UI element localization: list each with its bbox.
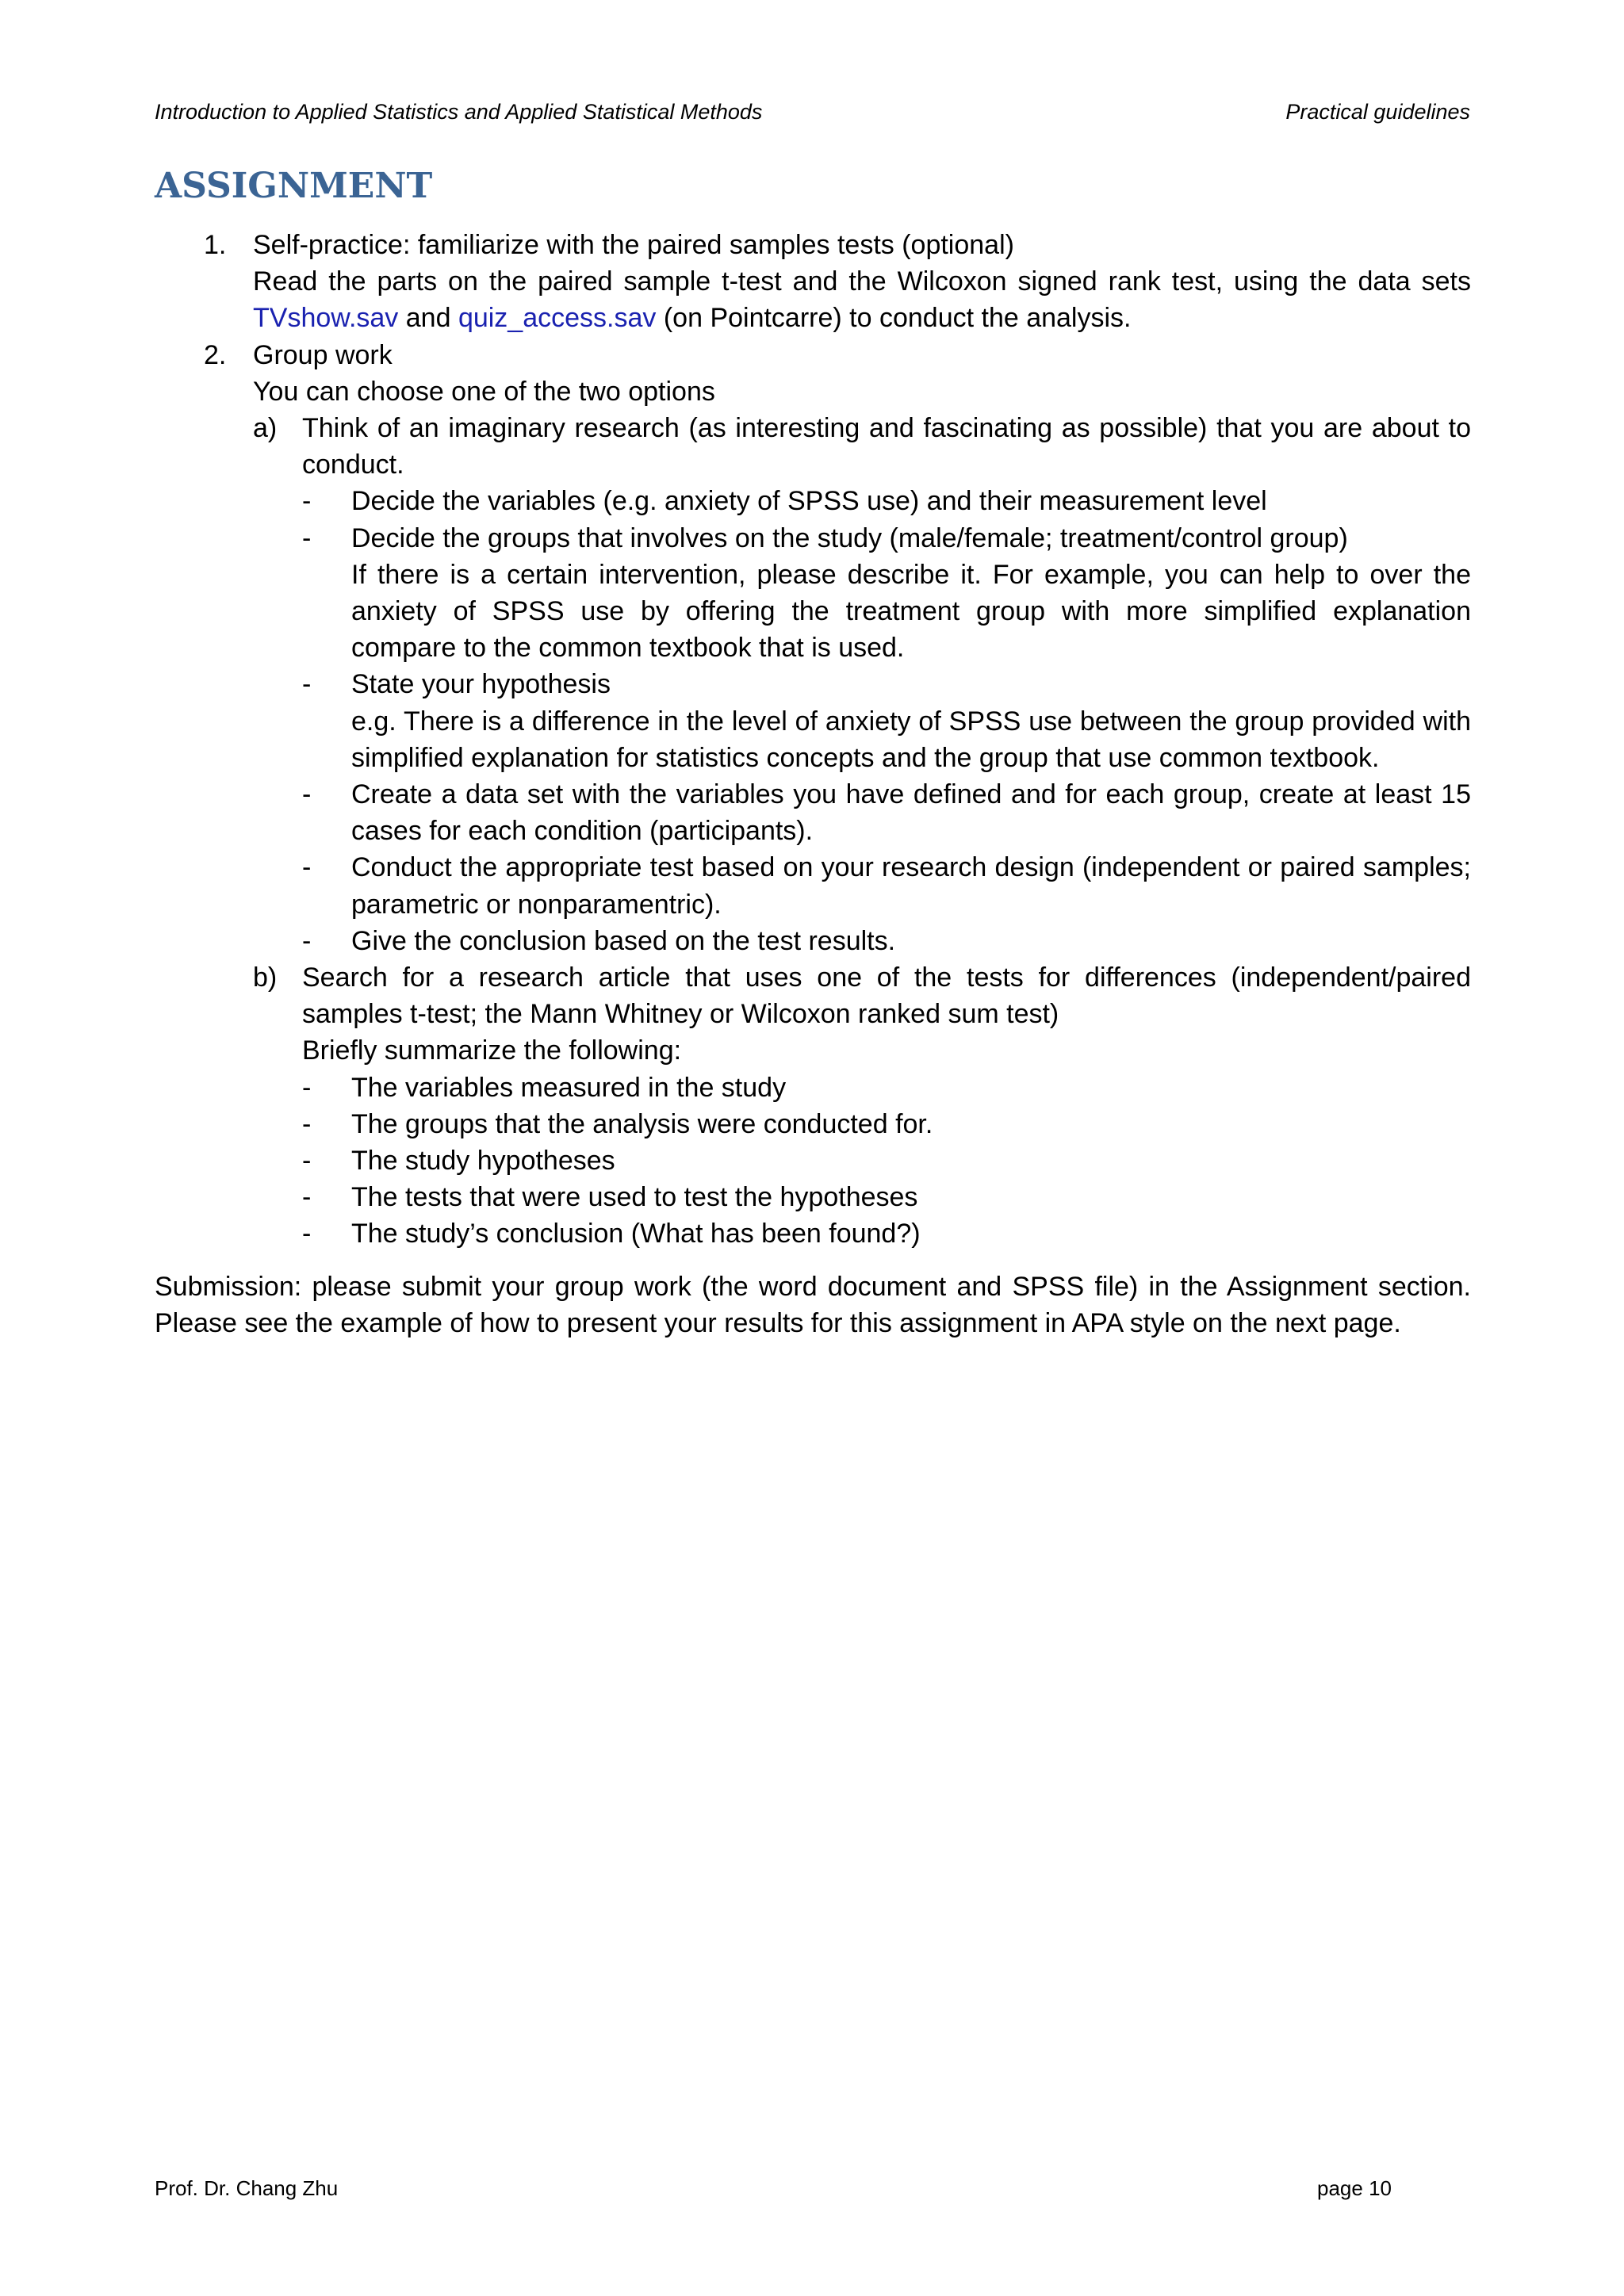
bullet-text: Decide the variables (e.g. anxiety of SPSS use) and their measurement level [351,486,1267,517]
bullet-dash: - [302,486,312,517]
list-number: 2. [204,339,227,370]
bullet-dash: - [302,925,312,956]
option-a-bullet [155,483,1471,519]
footer-page-number: page 10 [1317,2176,1392,2200]
list-item-text: Group work [253,339,393,370]
list-number: 1. [204,230,227,260]
bullet-dash: - [302,669,312,700]
bullet-dash: - [302,1182,312,1213]
item1-desc-and: and [398,303,458,334]
bullet-text: Give the conclusion based on the test results. [351,925,896,956]
item2-subtext: You can choose one of the two options [253,376,715,407]
option-a [155,410,1471,483]
option-b-bullet [155,1070,1471,1106]
list-item-1 [155,227,1471,263]
option-b-bullet [155,1179,1471,1215]
bullet-dash: - [302,779,312,810]
bullet-text: Decide the groups that involves on the study (male/female; treatment/control group) [351,522,1348,553]
option-b-subtext: Briefly summarize the following: [302,1035,682,1066]
option-a-bullet [155,666,1471,702]
bullet-dash: - [302,852,312,883]
bullet-text: State your hypothesis [351,669,611,700]
bullet-dash: - [302,1072,312,1103]
bullet-text: The groups that the analysis were conducted for. [351,1108,933,1139]
item1-description [155,263,1471,336]
bullet-text: The tests that were used to test the hypotheses [351,1182,918,1213]
tvshow-file-link[interactable]: TVshow.sav [253,303,399,334]
bullet-text: The study’s conclusion (What has been found?) [351,1219,921,1249]
option-letter: b) [253,962,278,993]
option-a-text: Think of an imaginary research (as interesting and fascinating as possible) that you are about to conduct. [302,413,1471,480]
option-a-bullet [155,776,1471,849]
running-header-title: Introduction to Applied Statistics and Applied Statistical Methods [155,100,763,124]
bullet-dash: - [302,1108,312,1139]
assignment-content [155,227,1471,1368]
option-b [155,959,1471,1032]
bullet-text: The study hypotheses [351,1146,615,1177]
list-item-text: Self-practice: familiarize with the paired samples tests (optional) [253,230,1014,260]
option-b-bullet [155,1106,1471,1142]
option-b-text: Search for a research article that uses one of the tests for differences (independent/paired samples t-test; the Mann Whitney or Wilcoxon ranked sum test) [302,962,1471,1030]
bullet-detail: If there is a certain intervention, please describe it. For example, you can help to over the anxiety of SPSS use by offering the treatment group with more simplified explanation compare to the common textbook that is used. [351,559,1471,664]
bullet-dash: - [302,1146,312,1177]
submission-paragraph: Submission: please submit your group work (the word document and SPSS file) in the Assignment section. Please see the example of how to present your results for this assignment in APA style on the next page. [155,1271,1471,1338]
list-item-2 [155,337,1471,373]
option-a-bullet [155,923,1471,959]
bullet-text: The variables measured in the study [351,1072,787,1103]
option-b-bullet [155,1215,1471,1252]
bullet-dash: - [302,1219,312,1249]
bullet-detail: e.g. There is a difference in the level of anxiety of SPSS use between the group provided with simplified explanation for statistics concepts and the group that use common textbook. [351,706,1471,773]
quiz-access-file-link[interactable]: quiz_access.sav [458,303,657,334]
footer-author: Prof. Dr. Chang Zhu [155,2176,339,2200]
item1-desc-after: (on Pointcarre) to conduct the analysis. [656,303,1132,334]
item1-desc-before: Read the parts on the paired sample t-test and the Wilcoxon signed rank test, using the data sets [253,266,1471,297]
running-header-section: Practical guidelines [1285,100,1470,124]
bullet-dash: - [302,522,312,553]
option-letter: a) [253,413,278,444]
page-title: ASSIGNMENT [155,166,433,206]
option-a-bullet [155,520,1471,557]
bullet-text: Conduct the appropriate test based on your research design (independent or paired samples; parametric or nonparamentric). [351,852,1471,920]
option-b-bullet [155,1142,1471,1179]
option-a-bullet [155,849,1471,922]
bullet-text: Create a data set with the variables you have defined and for each group, create at least 15 cases for each condition (participants). [351,779,1471,847]
